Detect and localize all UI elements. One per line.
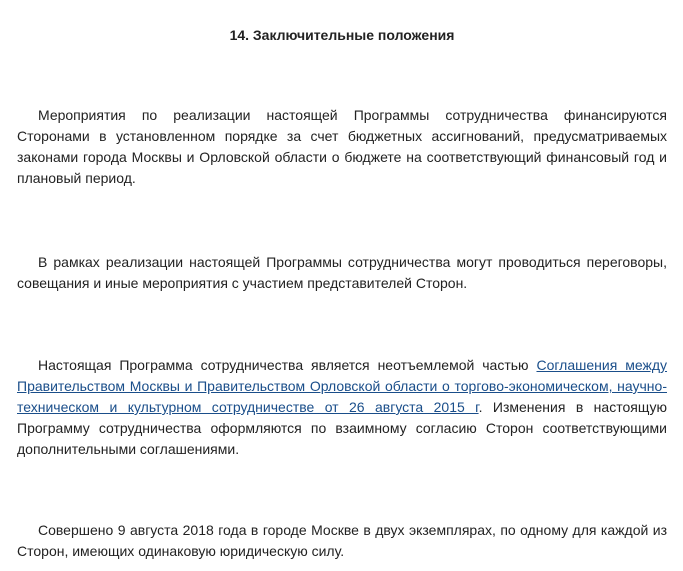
section-heading: 14. Заключительные положения [229, 27, 455, 43]
agreement-link[interactable]: Соглашения между Правительством Москвы и Правительством Орловской области о торгово-экономическом, научно-техническом и культурном сотрудничестве от 26 августа 2015 г [17, 357, 668, 415]
paragraph-financing: Мероприятия по реализации настоящей Программы сотрудничества финансируются Сторонами в установленном порядке за счет бюджетных ассигнований, предусматриваемых законами города Москвы и Орловской области о бюджете на соответствующий финансовый год и плановый период. [17, 107, 667, 186]
paragraph-agreement-reference [17, 355, 667, 460]
paragraph-signature-date: Совершено 9 августа 2018 года в городе Москве в двух экземплярах, по одному для каждой из Сторон, имеющих одинаковую юридическую силу. [17, 522, 667, 559]
paragraph-text-after-link: . Изменения в настоящую Программу сотрудничества оформляются по взаимному согласию Сторон соответствующими дополнительными соглашениями. [17, 399, 668, 457]
paragraph-negotiations: В рамках реализации настоящей Программы сотрудничества могут проводиться переговоры, совещания и иные мероприятия с участием представителей Сторон. [17, 254, 667, 291]
paragraph-text-before-link: Настоящая Программа сотрудничества является неотъемлемой частью [38, 357, 537, 373]
